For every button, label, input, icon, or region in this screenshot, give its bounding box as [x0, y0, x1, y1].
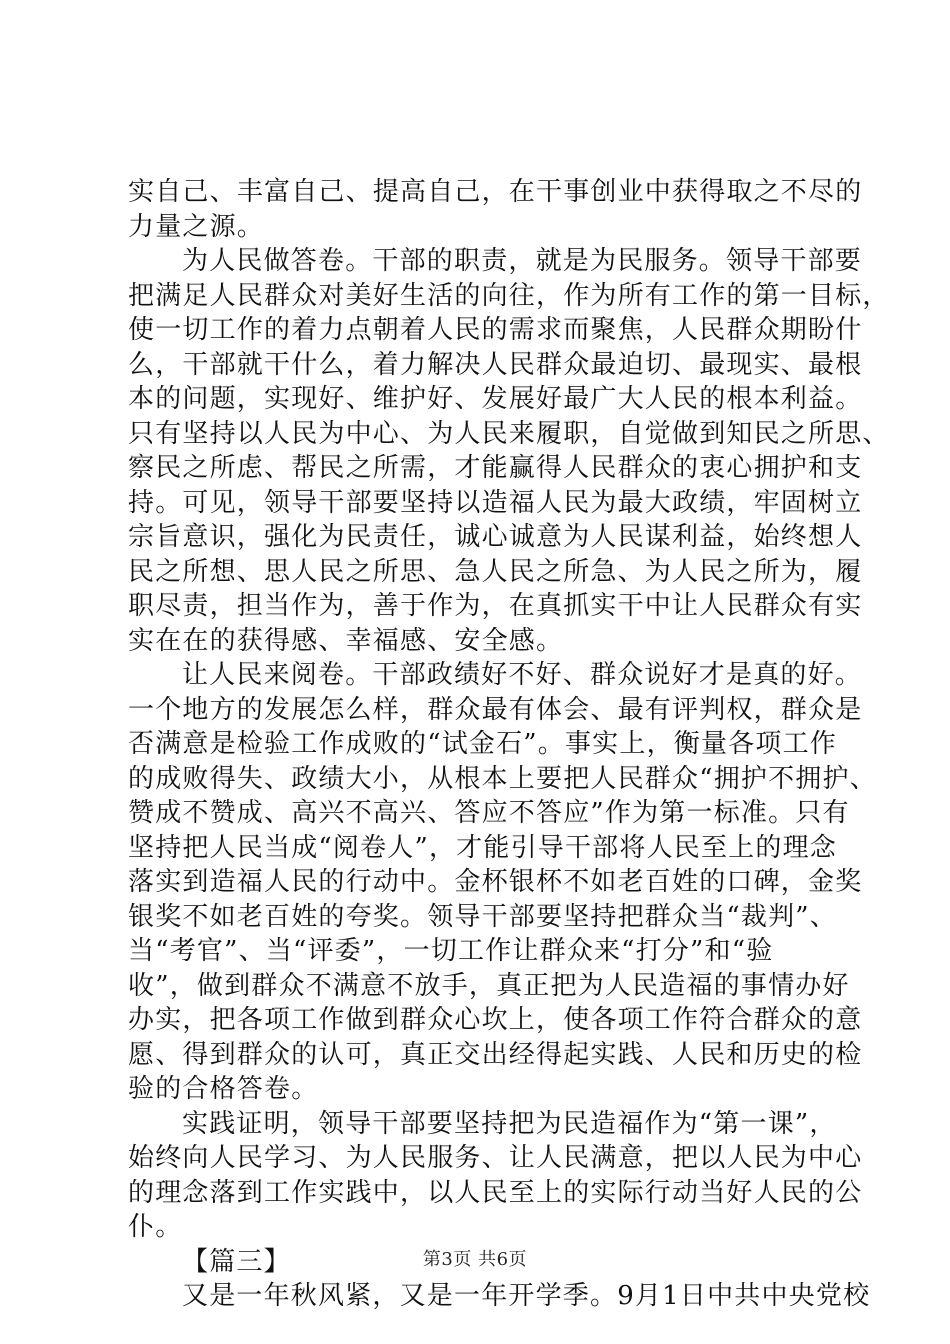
text-line: 力量之源。	[128, 211, 265, 242]
text-line: 仆。	[128, 1212, 183, 1242]
text-line: 验的合格答卷。	[128, 1074, 319, 1104]
text-line: 使一切工作的着力点朝着人民的需求而聚焦，人民群众期盼什	[128, 315, 863, 345]
text-line: 实自己、丰富自己、提高自己，在干事创业中获得取之不尽的	[128, 177, 863, 207]
text-line: 本的问题，实现好、维护好、发展好最广大人民的根本利益。	[128, 384, 863, 414]
text-line: 只有坚持以人民为中心、为人民来履职，自觉做到知民之所思、	[128, 418, 890, 449]
text-line: 持。可见，领导干部要坚持以造福人民为最大政绩，牢固树立	[128, 487, 863, 518]
text-line: 收”，做到群众不满意不放手，真正把为人民造福的事情办好	[128, 970, 850, 1001]
text-line: 否满意是检验工作成败的“试金石”。事实上，衡量各项工作	[128, 729, 837, 759]
text-line: 一个地方的发展怎么样，群众最有体会、最有评判权，群众是	[128, 694, 863, 725]
text-line: 坚持把人民当成“阅卷人”，才能引导干部将人民至上的理念	[128, 832, 837, 863]
text-line: 宗旨意识，强化为民责任，诚心诚意为人民谋利益，始终想人	[128, 522, 863, 552]
text-line: 当“考官”、当“评委”，一切工作让群众来“打分”和“验	[128, 936, 774, 966]
text-line: 赞成不赞成、高兴不高兴、答应不答应”作为第一标准。只有	[128, 798, 850, 828]
text-line: 银奖不如老百姓的夸奖。领导干部要坚持把群众当“裁判”、	[128, 901, 837, 932]
text-line: 又是一年秋风紧，又是一年开学季。9月1日中共中央党校	[182, 1281, 871, 1311]
text-line: 的成败得失、政绩大小，从根本上要把人民群众“拥护不拥护、	[128, 763, 877, 794]
document-body	[128, 175, 890, 1314]
text-line: 么，干部就干什么，着力解决人民群众最迫切、最现实、最根	[128, 349, 863, 380]
text-line: 实践证明，领导干部要坚持把为民造福作为“第一课”，	[182, 1108, 837, 1139]
text-line: 实在在的获得感、幸福感、安全感。	[128, 625, 564, 656]
text-line: 职尽责，担当作为，善于作为，在真抓实干中让人民群众有实	[128, 591, 863, 621]
text-line: 始终向人民学习、为人民服务、让人民满意，把以人民为中心	[128, 1143, 863, 1173]
text-line: 办实，把各项工作做到群众心坎上，使各项工作符合群众的意	[128, 1005, 863, 1035]
text-line: 民之所想、思人民之所思、急人民之所急、为人民之所为，履	[128, 556, 863, 587]
text-line: 愿、得到群众的认可，真正交出经得起实践、人民和历史的检	[128, 1039, 863, 1070]
text-line: 让人民来阅卷。干部政绩好不好、群众说好才是真的好。	[182, 660, 863, 690]
text-line: 落实到造福人民的行动中。金杯银杯不如老百姓的口碑，金奖	[128, 867, 863, 897]
text-line: 为人民做答卷。干部的职责，就是为民服务。领导干部要	[182, 246, 863, 276]
text-line: 察民之所虑、帮民之所需，才能赢得人民群众的衷心拥护和支	[128, 453, 863, 483]
text-line: 把满足人民群众对美好生活的向往，作为所有工作的第一目标，	[128, 280, 890, 311]
text-line: 【篇三】	[182, 1246, 291, 1277]
text-line: 的理念落到工作实践中，以人民至上的实际行动当好人民的公	[128, 1177, 863, 1208]
page-footer: 第3页 共6页	[422, 1249, 528, 1270]
